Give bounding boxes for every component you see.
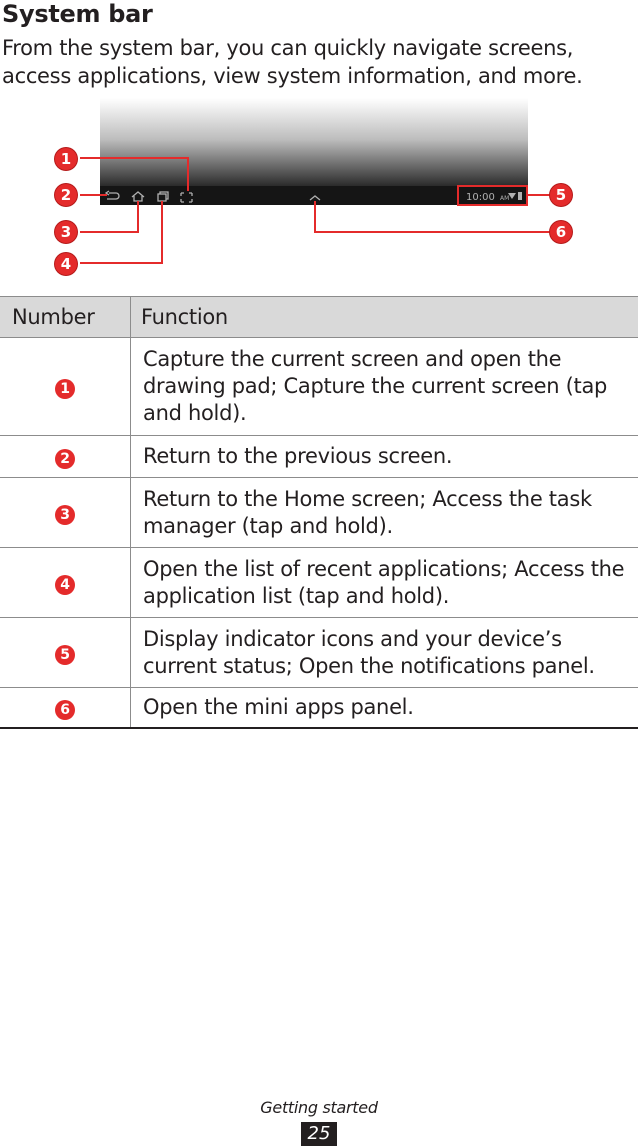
callout-6: 6 — [550, 221, 572, 243]
clock-text: 10:00 AM — [466, 192, 510, 203]
table-row — [0, 618, 638, 688]
leader-3 — [80, 201, 138, 232]
callout-1: 1 — [55, 148, 77, 170]
row-function: Return to the Home screen; Access the task manager (tap and hold). — [131, 478, 638, 548]
row-function: Display indicator icons and your device’s current status; Open the notifications panel. — [131, 618, 638, 688]
row-number-badge: 3 — [55, 505, 75, 525]
table-row — [0, 688, 638, 729]
section-intro: From the system bar, you can quickly navigate screens, access applications, view system information, and more. — [2, 36, 583, 88]
row-function: Open the mini apps panel. — [131, 688, 638, 729]
callout-5: 5 — [550, 184, 572, 206]
row-function: Return to the previous screen. — [131, 436, 638, 478]
screen-background — [100, 98, 528, 190]
system-bar-figure — [0, 98, 638, 283]
row-number-badge: 2 — [55, 449, 75, 469]
row-function: Open the list of recent applications; Access the application list (tap and hold). — [131, 548, 638, 618]
header-number: Number — [0, 297, 131, 338]
table-header-row — [0, 297, 638, 338]
callout-4: 4 — [55, 253, 77, 275]
row-number-badge: 5 — [55, 645, 75, 665]
callout-2: 2 — [55, 184, 77, 206]
row-number-badge: 4 — [55, 575, 75, 595]
battery-icon — [518, 192, 522, 200]
footer-section-label: Getting started — [260, 1098, 378, 1117]
table-row — [0, 478, 638, 548]
table-row — [0, 548, 638, 618]
table-row — [0, 436, 638, 478]
table-row — [0, 338, 638, 436]
system-bar-illustration — [0, 98, 638, 283]
row-number-badge: 1 — [55, 379, 75, 399]
header-function: Function — [131, 297, 638, 338]
callout-3: 3 — [55, 221, 77, 243]
row-number-badge: 6 — [55, 700, 75, 720]
section-title: System bar — [2, 0, 153, 28]
page-number: 25 — [301, 1122, 337, 1146]
row-function: Capture the current screen and open the drawing pad; Capture the current screen (tap and hold). — [131, 338, 638, 436]
functions-table — [0, 296, 638, 729]
